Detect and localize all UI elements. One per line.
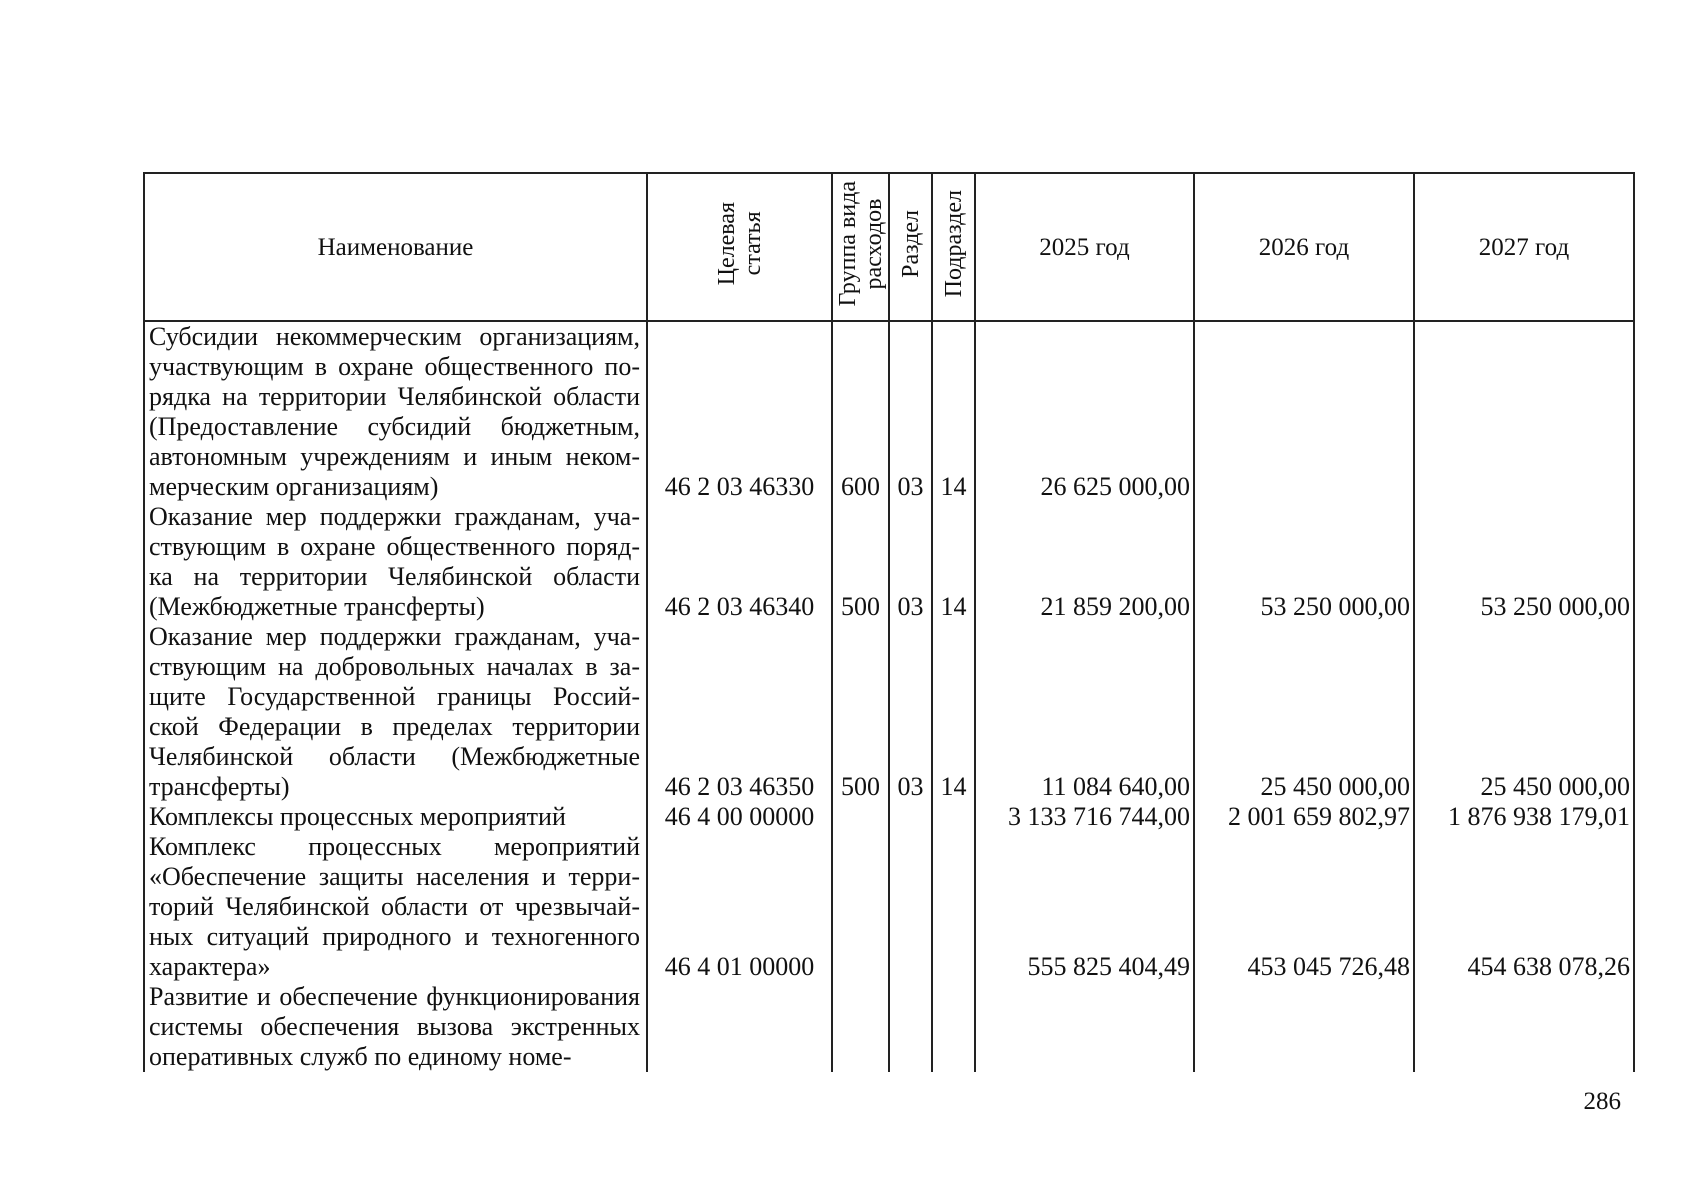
row-article: 46 4 01 00000	[647, 832, 832, 982]
row-2026	[1194, 321, 1414, 502]
row-2026	[1194, 982, 1414, 1072]
row-2027: 53 250 000,00	[1414, 502, 1634, 622]
header-section: Раздел	[889, 173, 932, 321]
budget-table	[143, 172, 1635, 1072]
row-group: 600	[832, 321, 889, 502]
row-subsection: 14	[932, 622, 975, 802]
row-section: 03	[889, 321, 932, 502]
row-2025: 21 859 200,00	[975, 502, 1194, 622]
row-group	[832, 832, 889, 982]
row-section	[889, 802, 932, 832]
row-article: 46 2 03 46330	[647, 321, 832, 502]
row-article: 46 4 00 00000	[647, 802, 832, 832]
row-2027	[1414, 982, 1634, 1072]
row-name: Развитие и обеспечение функционирования системы обеспечения вызова экстренных оперативных служб по единому номе-	[144, 982, 647, 1072]
row-2027: 1 876 938 179,01	[1414, 802, 1634, 832]
row-2025: 26 625 000,00	[975, 321, 1194, 502]
table-row	[144, 321, 1634, 502]
row-2026: 53 250 000,00	[1194, 502, 1414, 622]
row-group	[832, 802, 889, 832]
row-2026: 25 450 000,00	[1194, 622, 1414, 802]
row-2026: 2 001 659 802,97	[1194, 802, 1414, 832]
row-subsection	[932, 832, 975, 982]
row-section: 03	[889, 502, 932, 622]
table-header-row	[144, 173, 1634, 321]
header-subsection: Подраздел	[932, 173, 975, 321]
header-article: Целевая статья	[647, 173, 832, 321]
row-subsection: 14	[932, 321, 975, 502]
row-name: Субсидии некоммерческим организациям, участвующим в охране общественного по-рядка на территории Челябинской области (Предоставление субсидий бюджетным, автономным учреждениям и иным неком-мерческим организациям)	[144, 321, 647, 502]
row-2025: 11 084 640,00	[975, 622, 1194, 802]
row-article: 46 2 03 46340	[647, 502, 832, 622]
header-name: Наименование	[144, 173, 647, 321]
row-2027: 25 450 000,00	[1414, 622, 1634, 802]
table-row	[144, 502, 1634, 622]
row-name: Оказание мер поддержки гражданам, уча-ствующим в охране общественного поряд-ка на территории Челябинской области (Межбюджетные трансферты)	[144, 502, 647, 622]
row-2025: 3 133 716 744,00	[975, 802, 1194, 832]
table-row	[144, 802, 1634, 832]
row-2027: 454 638 078,26	[1414, 832, 1634, 982]
header-2025: 2025 год	[975, 173, 1194, 321]
row-2026: 453 045 726,48	[1194, 832, 1414, 982]
header-2026: 2026 год	[1194, 173, 1414, 321]
page-number: 286	[1583, 1088, 1621, 1115]
table-row	[144, 982, 1634, 1072]
row-2025: 555 825 404,49	[975, 832, 1194, 982]
row-name: Оказание мер поддержки гражданам, уча-ствующим на добровольных началах в за-щите Государственной границы Россий-ской Федерации в пределах территории Челябинской области (Межбюджетные трансферты)	[144, 622, 647, 802]
row-group	[832, 982, 889, 1072]
row-subsection: 14	[932, 502, 975, 622]
row-2027	[1414, 321, 1634, 502]
row-subsection	[932, 802, 975, 832]
table-row	[144, 622, 1634, 802]
row-section	[889, 982, 932, 1072]
table-row	[144, 832, 1634, 982]
row-group: 500	[832, 502, 889, 622]
row-name: Комплексы процессных мероприятий	[144, 802, 647, 832]
row-article: 46 2 03 46350	[647, 622, 832, 802]
row-section: 03	[889, 622, 932, 802]
header-2027: 2027 год	[1414, 173, 1634, 321]
row-article	[647, 982, 832, 1072]
row-subsection	[932, 982, 975, 1072]
header-group: Группа вида расходов	[832, 173, 889, 321]
row-section	[889, 832, 932, 982]
row-group: 500	[832, 622, 889, 802]
row-name: Комплекс процессных мероприятий «Обеспечение защиты населения и терри-торий Челябинской области от чрезвычай-ных ситуаций природного и техногенного характера»	[144, 832, 647, 982]
row-2025	[975, 982, 1194, 1072]
